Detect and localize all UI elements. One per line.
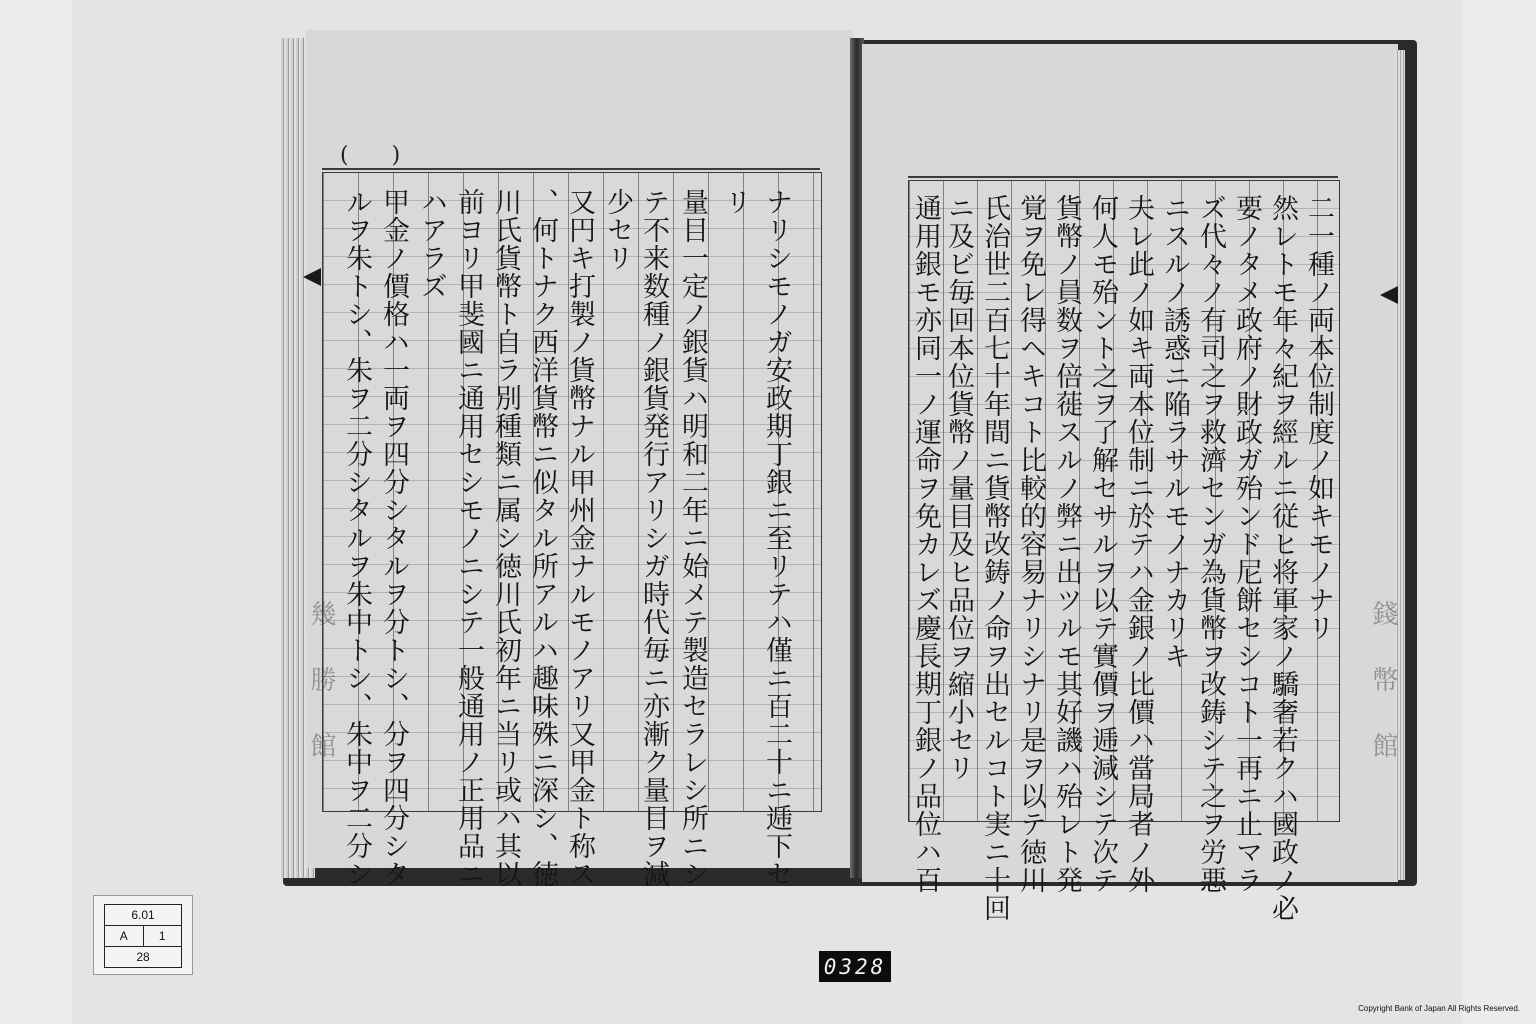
left-col-1: リ (720, 188, 751, 216)
right-page-bookmark-tab (1380, 286, 1398, 304)
archive-label-row-1: 6.01 (105, 905, 181, 926)
left-page-header-line (322, 168, 820, 170)
left-col-11: 甲金ノ價格ハ一両ヲ四分シタルヲ分トシ、分ヲ四分シタ (378, 188, 409, 888)
right-col-12: 通用銀モ亦同一ノ運命ヲ免カレズ慶長期丁銀ノ品位ハ百 (910, 194, 941, 894)
right-col-4: ズ代々ノ有司之ヲ救濟センガ為貨幣ヲ改鋳シテ之ヲ労悪 (1195, 194, 1226, 894)
right-col-3: 要ノタメ政府ノ財政ガ殆ンド尼餅セシコト一再ニ止マラ (1231, 194, 1262, 894)
right-col-9: 覚ヲ免レ得ヘキコト比較的容易ナリシナリ是ヲ以テ徳川 (1015, 194, 1046, 894)
right-col-5: ニスルノ誘惑ニ陥ラサルモノナカリキ (1159, 194, 1190, 670)
left-col-3: 量目一定ノ銀貨ハ明和二年ニ始メテ製造セラレシ所ニシ (677, 188, 708, 888)
left-page-paren-mark: ( ) (340, 143, 419, 168)
left-col-2: ナリシモノガ安政期丁銀ニ至リテハ僅ニ百二十ニ逓下セ (761, 188, 792, 888)
frame-number: 0328 (819, 951, 891, 982)
right-col-1: 二一種ノ両本位制度ノ如キモノナリ (1303, 194, 1334, 642)
right-page-watermark: 錢幣館 (1368, 600, 1398, 798)
archive-label-table (104, 904, 182, 968)
right-col-6: 夫レ此ノ如キ両本位制ニ於テハ金銀ノ比價ハ當局者ノ外 (1123, 194, 1154, 894)
left-col-12: ルヲ朱トシ、朱ヲ二分シタルヲ朱中トシ、朱中ヲ二分シ (341, 188, 372, 888)
right-col-8: 貨幣ノ員数ヲ倍蓰スルノ弊ニ出ツルモ其好譏ハ殆レト発 (1051, 194, 1082, 894)
right-col-11: ニ及ビ毎回本位貨幣ノ量目及ヒ品位ヲ縮小セリ (943, 194, 974, 782)
left-col-4: テ不来数種ノ銀貨発行アリシガ時代毎ニ亦漸ク量目ヲ減 (638, 188, 669, 888)
left-col-10: ハアラズ (416, 188, 447, 300)
left-page-bookmark-tab (303, 268, 321, 286)
archive-label-letter: A (105, 926, 144, 946)
right-col-10: 氏治世二百七十年間ニ貨幣改鋳ノ命ヲ出セルコト実ニ十回 (979, 194, 1010, 922)
archive-label-row-3: 28 (136, 950, 150, 964)
left-col-8: 川氏貨幣ト自ラ別種類ニ属シ徳川氏初年ニ当リ或ハ其以 (490, 188, 521, 888)
left-col-9: 前ヨリ甲斐國ニ通用セシモノニシテ一般通用ノ正用品ニ (453, 188, 484, 888)
archive-label-number: 1 (158, 929, 166, 943)
right-col-2: 然レトモ年々紀ヲ經ルニ従ヒ将軍家ノ驕奢若クハ國政ノ必 (1267, 194, 1298, 922)
archive-label-row-2 (105, 926, 181, 947)
left-page-watermark: 幾勝館 (306, 600, 336, 798)
left-col-6: 又円キ打製ノ貨幣ナル甲州金ナルモノアリ又甲金ト称ス (564, 188, 595, 888)
right-page-header-line (908, 176, 1338, 178)
left-col-5: 少セリ (602, 188, 633, 272)
right-col-7: 何人モ殆ント之ヲ了解セサルヲ以テ實價ヲ逓減シテ次テ (1087, 194, 1118, 894)
left-col-7: 、何トナク西洋貨幣ニ似タル所アルハ趣味殊ニ深シ、徳 (527, 188, 558, 888)
archive-label (93, 895, 193, 975)
copyright-notice: Copyright Bank of Japan All Rights Reserved. (1358, 1004, 1520, 1013)
